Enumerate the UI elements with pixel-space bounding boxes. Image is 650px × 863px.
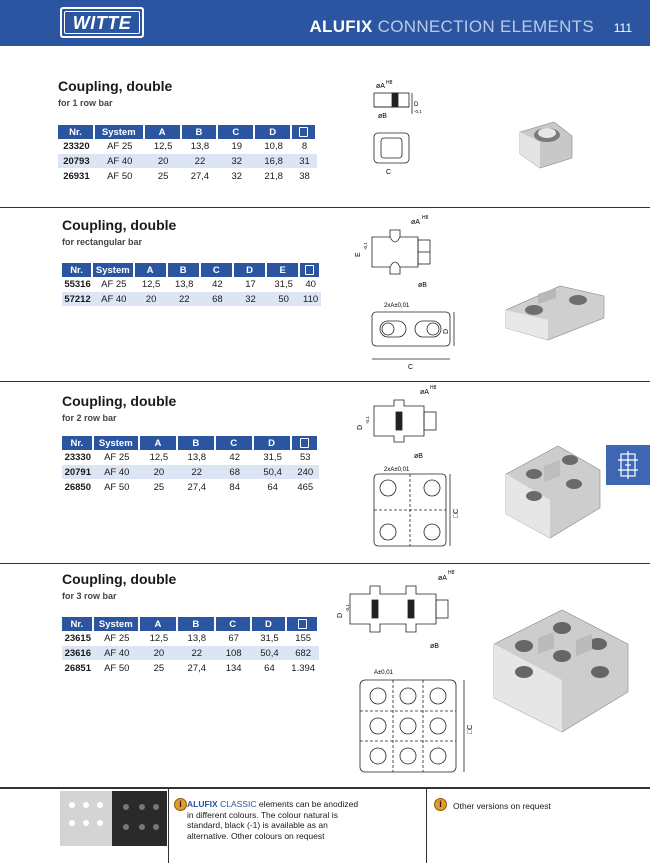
- cell: AF 40: [94, 646, 140, 661]
- section-4-subtitle: for 3 row bar: [62, 591, 117, 601]
- cell-nr: 26931: [58, 169, 95, 184]
- cell: 21,8: [255, 169, 292, 184]
- cell: 12,5: [145, 139, 182, 154]
- section-3-table: [62, 436, 319, 495]
- col-weight: [300, 263, 321, 277]
- cell: 110: [300, 292, 321, 307]
- cell: 42: [201, 277, 234, 292]
- cell-nr: 23616: [62, 646, 94, 661]
- cell-nr: 20791: [62, 465, 94, 480]
- footer-divider: [0, 787, 650, 789]
- cell: 12,5: [140, 631, 178, 646]
- cell: 27,4: [182, 169, 219, 184]
- cell: AF 25: [94, 450, 140, 465]
- section-1-drawing: [352, 78, 432, 178]
- dim-label: H8: [422, 215, 429, 221]
- note-classic: CLASSIC: [220, 799, 257, 809]
- footer-note-colours: [187, 799, 367, 841]
- cell: 40: [300, 277, 321, 292]
- cell: 32: [234, 292, 267, 307]
- dim-label: øA: [376, 83, 385, 90]
- cell: 67: [216, 631, 252, 646]
- cell: AF 50: [95, 169, 145, 184]
- col-nr: Nr.: [58, 125, 95, 139]
- cell: 64: [254, 480, 292, 495]
- cell: 22: [182, 154, 219, 169]
- dim-label: øA: [411, 219, 420, 226]
- coupling-category-tab[interactable]: [606, 445, 650, 485]
- colour-variants-photo: [60, 791, 167, 846]
- footer-note-versions: Other versions on request: [453, 801, 551, 811]
- cell: 20: [145, 154, 182, 169]
- col-system: System: [94, 436, 140, 450]
- section-1-title: Coupling, double: [58, 78, 173, 94]
- cell: 64: [252, 661, 288, 676]
- cell: 68: [216, 465, 254, 480]
- cell: 38: [292, 169, 317, 184]
- col-weight: [292, 436, 319, 450]
- cell: AF 25: [93, 277, 134, 292]
- section-2-subtitle: for rectangular bar: [62, 237, 143, 247]
- cell: 22: [168, 292, 201, 307]
- col-weight: [287, 617, 319, 631]
- table-row: [62, 450, 319, 465]
- col-a: A: [135, 263, 168, 277]
- cell: 22: [178, 465, 216, 480]
- section-2-title: Coupling, double: [62, 217, 177, 233]
- col-a: A: [140, 617, 178, 631]
- col-b: B: [178, 617, 216, 631]
- cell: AF 50: [94, 661, 140, 676]
- col-e: E: [267, 263, 300, 277]
- weight-icon: [305, 265, 314, 275]
- cell: 25: [140, 661, 178, 676]
- section-3-photo: [500, 436, 604, 548]
- col-system: System: [95, 125, 145, 139]
- dim-label: C: [386, 169, 392, 176]
- table-row: [62, 277, 321, 292]
- col-c: C: [216, 617, 252, 631]
- col-c: C: [216, 436, 254, 450]
- col-system: System: [94, 617, 140, 631]
- dim-label: H8: [430, 385, 437, 391]
- cell: 31: [292, 154, 317, 169]
- logo-text: WITTE: [72, 13, 132, 33]
- dim-label: H8: [386, 80, 393, 86]
- col-b: B: [182, 125, 219, 139]
- section-4-drawing: [330, 566, 480, 784]
- col-system: System: [93, 263, 134, 277]
- dim-label: D: [443, 328, 450, 334]
- cell: 108: [216, 646, 252, 661]
- col-d: D: [254, 436, 292, 450]
- cell: 20: [140, 465, 178, 480]
- col-nr: Nr.: [62, 436, 94, 450]
- col-d: D: [234, 263, 267, 277]
- cell: 155: [287, 631, 319, 646]
- table-row: [58, 169, 317, 184]
- section-3-title: Coupling, double: [62, 393, 177, 409]
- dim-label: □C: [453, 508, 460, 518]
- dim-label: C: [408, 364, 414, 371]
- cell: 13,8: [178, 450, 216, 465]
- cell: 10,8: [255, 139, 292, 154]
- header-title-rest: CONNECTION ELEMENTS: [377, 17, 594, 36]
- cell: 31,5: [267, 277, 300, 292]
- dim-label: A±0,01: [374, 670, 393, 676]
- table-row: [62, 480, 319, 495]
- dim-label: D: [337, 612, 344, 618]
- cell: 19: [218, 139, 255, 154]
- cell: AF 50: [94, 480, 140, 495]
- cell: 12,5: [140, 450, 178, 465]
- cell: 682: [287, 646, 319, 661]
- info-icon: i: [174, 798, 187, 811]
- table-row: [62, 631, 319, 646]
- witte-logo: [60, 7, 144, 38]
- cell: 13,8: [182, 139, 219, 154]
- col-b: B: [168, 263, 201, 277]
- cell: 50,4: [254, 465, 292, 480]
- col-b: B: [178, 436, 216, 450]
- dim-label: D: [414, 102, 419, 108]
- section-4-photo: [488, 600, 634, 742]
- col-d: D: [252, 617, 288, 631]
- weight-icon: [299, 127, 308, 137]
- cell: 17: [234, 277, 267, 292]
- section-divider: [0, 563, 650, 564]
- section-2-drawing: [350, 212, 460, 372]
- dim-label: øA: [420, 389, 429, 396]
- col-c: C: [201, 263, 234, 277]
- dim-label: øB: [378, 113, 387, 120]
- section-4-title: Coupling, double: [62, 571, 177, 587]
- table-row: [62, 646, 319, 661]
- page-number: 111: [613, 21, 632, 35]
- cell: 27,4: [178, 480, 216, 495]
- section-3-drawing: [350, 384, 460, 559]
- cell: 32: [218, 169, 255, 184]
- col-d: D: [255, 125, 292, 139]
- section-2-table: [62, 263, 321, 307]
- dim-label: H8: [448, 570, 455, 576]
- col-c: C: [218, 125, 255, 139]
- col-a: A: [140, 436, 178, 450]
- cell: AF 40: [95, 154, 145, 169]
- cell: 13,8: [168, 277, 201, 292]
- dim-label: -0,1: [365, 416, 370, 424]
- section-divider: [0, 381, 650, 382]
- cell-nr: 20793: [58, 154, 95, 169]
- col-weight: [292, 125, 317, 139]
- table-row: [58, 154, 317, 169]
- col-nr: Nr.: [62, 263, 93, 277]
- note-brand: ALUFIX: [187, 799, 218, 809]
- cell: 134: [216, 661, 252, 676]
- cell: 50,4: [252, 646, 288, 661]
- table-row: [62, 661, 319, 676]
- cell: AF 25: [95, 139, 145, 154]
- dim-label: 2xA±0,01: [384, 467, 410, 473]
- header-title: [309, 17, 594, 37]
- section-2-photo: [498, 272, 610, 344]
- cell: 16,8: [255, 154, 292, 169]
- dim-label: øA: [438, 575, 447, 582]
- info-icon: i: [434, 798, 447, 811]
- section-1-photo: [510, 118, 580, 170]
- section-3-subtitle: for 2 row bar: [62, 413, 117, 423]
- table-row: [58, 139, 317, 154]
- dim-label: -0,1: [345, 604, 350, 612]
- col-a: A: [145, 125, 182, 139]
- cell: AF 25: [94, 631, 140, 646]
- cell-nr: 23330: [62, 450, 94, 465]
- weight-icon: [298, 619, 307, 629]
- cell: 53: [292, 450, 319, 465]
- cell: 50: [267, 292, 300, 307]
- cell: 20: [135, 292, 168, 307]
- cell: 68: [201, 292, 234, 307]
- dim-label: D: [357, 424, 364, 430]
- cell: 42: [216, 450, 254, 465]
- table-row: [62, 465, 319, 480]
- cell: 84: [216, 480, 254, 495]
- dim-label: -0,1: [414, 109, 422, 114]
- cell: 31,5: [254, 450, 292, 465]
- footer-column-divider: [426, 789, 427, 863]
- cell: 12,5: [135, 277, 168, 292]
- section-1-table: [58, 125, 317, 184]
- dim-label: øB: [430, 643, 439, 650]
- cell: 1.394: [287, 661, 319, 676]
- cell: AF 40: [94, 465, 140, 480]
- cell-nr: 26851: [62, 661, 94, 676]
- footer-column-divider: [168, 789, 169, 863]
- page-header: [0, 0, 650, 46]
- section-1-subtitle: for 1 row bar: [58, 98, 113, 108]
- cell: 20: [140, 646, 178, 661]
- dim-label: øB: [414, 453, 423, 460]
- cell-nr: 23320: [58, 139, 95, 154]
- cell: 32: [218, 154, 255, 169]
- dim-label: øB: [418, 282, 427, 289]
- dim-label: E: [355, 252, 362, 257]
- cell: 240: [292, 465, 319, 480]
- cell-nr: 23615: [62, 631, 94, 646]
- cell-nr: 26850: [62, 480, 94, 495]
- cell: 31,5: [252, 631, 288, 646]
- col-nr: Nr.: [62, 617, 94, 631]
- cell-nr: 55316: [62, 277, 93, 292]
- page-footer: [0, 787, 650, 863]
- note-text: elements can be anodized in different colours. The colour natural is standard, black (-1) is available as an alternative. Other colours on request: [187, 799, 359, 841]
- cell: 22: [178, 646, 216, 661]
- table-row: [62, 292, 321, 307]
- cell: 25: [140, 480, 178, 495]
- cell: 27,4: [178, 661, 216, 676]
- dim-label: 2xA±0,01: [384, 303, 410, 309]
- cell: 13,8: [178, 631, 216, 646]
- cell: AF 40: [93, 292, 134, 307]
- weight-icon: [300, 438, 309, 448]
- dim-label: -0,1: [363, 242, 368, 250]
- cell: 8: [292, 139, 317, 154]
- dim-label: □C: [467, 724, 474, 734]
- header-title-bold: ALUFIX: [309, 17, 373, 36]
- cell-nr: 57212: [62, 292, 93, 307]
- cell: 465: [292, 480, 319, 495]
- section-divider: [0, 207, 650, 208]
- section-4-table: [62, 617, 319, 676]
- cell: 25: [145, 169, 182, 184]
- coupling-icon: [606, 445, 650, 485]
